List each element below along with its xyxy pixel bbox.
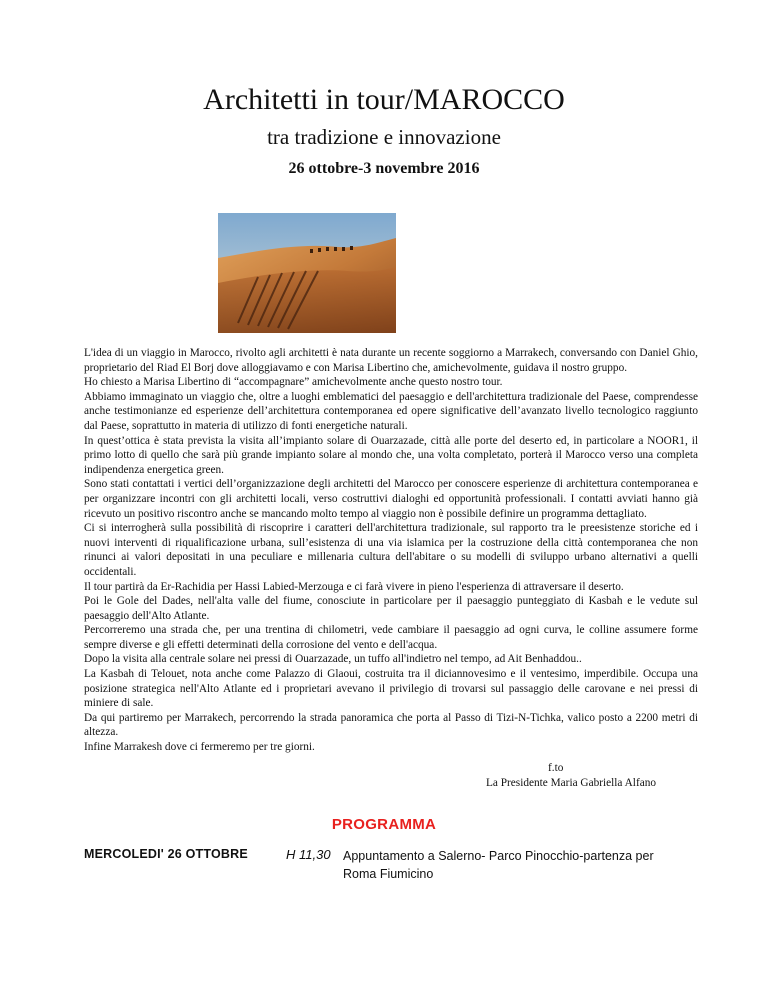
paragraph: Sono stati contattati i vertici dell’organizzazione degli architetti del Marocco per conoscere esperienze di architettura contemporanea e per organizzare incontri con gli architetti locali, verso costruttivi dialoghi ed opportunità professionali. I contatti avviati hanno già ricevuto un positivo riscontro anche se mancando molto tempo al viaggio non è possibile definire un programma dettagliato.: [84, 478, 698, 520]
paragraph: Percorreremo una strada che, per una trentina di chilometri, vede cambiare il paesaggio ad ogni curva, le colline assumere forme sempre diverse e gli effetti determinati della corrosione del vento e dell'acqua.: [84, 624, 698, 651]
desert-caravan-photo: [218, 213, 396, 333]
desert-photo-illustration: [218, 213, 396, 333]
paragraph: Abbiamo immaginato un viaggio che, oltre a luoghi emblematici del paesaggio e dell'architettura tradizionale del Paese, comprendesse anche testimonianze ed esperienze dell’architettura contemporanea ed opere significative dell’avanzato livello tecnologico raggiunto dal Paese, soprattutto in materia di utilizzo di fonti energetiche naturali.: [84, 390, 698, 432]
document-title: Architetti in tour/MAROCCO: [203, 83, 565, 116]
signature-fto: f.to: [548, 762, 564, 774]
programma-heading: PROGRAMMA: [331, 816, 437, 833]
schedule-day: MERCOLEDI' 26 OTTOBRE: [84, 847, 248, 861]
paragraph: Infine Marrakesh dove ci fermeremo per tre giorni.: [84, 741, 315, 754]
schedule-hour: H 11,30: [286, 847, 331, 862]
paragraph: Ci si interrogherà sulla possibilità di riscoprire i caratteri dell'architettura tradizionale, sul rapporto tra le preesistenze storiche ed i nuovi interventi di riqualificazione urbana, sull’esistenza di una via islamica per la costruzione della città contemporanea che non rinunci ai valori depositati in una peculiare e millenaria cultura dell'abitare o su modelli di sviluppo urbano alternativi a quelli occidentali.: [84, 522, 698, 578]
introduction-text: [84, 346, 698, 755]
paragraph: Poi le Gole del Dades, nell'alta valle del fiume, conosciute in particolare per il paesaggio punteggiato di Kasbah e le vedute sul paesaggio dell'Alto Atlante.: [84, 595, 698, 622]
tour-dates: 26 ottobre-3 novembre 2016: [288, 160, 480, 177]
paragraph: Il tour partirà da Er-Rachidia per Hassi Labied-Merzouga e ci farà vivere in pieno l'esperienza di attraversare il deserto.: [84, 580, 624, 593]
paragraph: Da qui partiremo per Marrakech, percorrendo la strada panoramica che porta al Passo di Tizi-N-Tichka, valico posto a 2200 metri di altezza.: [84, 711, 698, 739]
schedule-activity: Appuntamento a Salerno- Parco Pinocchio-partenza per Roma Fiumicino: [343, 849, 654, 881]
paragraph: L'idea di un viaggio in Marocco, rivolto agli architetti è nata durante un recente soggiorno a Marrakech, conversando con Daniel Ghio, proprietario del Riad El Borj dove alloggiavamo e con Marisa Libertino che, amichevolmente, guidava il nostro gruppo.: [84, 347, 698, 374]
signature-name: La Presidente Maria Gabriella Alfano: [486, 777, 657, 789]
paragraph: In quest’ottica è stata prevista la visita all’impianto solare di Ouarzazade, città alle porte del deserto ed, in particolare a NOOR1, il primo lotto di quello che sarà più grande impianto solare al mondo che, una volta completato, porterà il Marocco verso una completa indipendenza energetica green.: [84, 434, 698, 476]
document-subtitle: tra tradizione e innovazione: [267, 125, 501, 149]
paragraph: La Kasbah di Telouet, nota anche come Palazzo di Glaoui, costruita tra il diciannovesimo e il ventesimo, imperdibile. Occupa una posizione strategica nell'Alto Atlante ed i proprietari avevano il privilegio di trovarsi sul passaggio delle carovane e nei pressi di miniere di sale.: [84, 668, 698, 710]
paragraph: Dopo la visita alla centrale solare nei pressi di Ouarzazade, un tuffo all'indietro nel tempo, ad Ait Benhaddou..: [84, 653, 582, 666]
signature-block: [486, 761, 706, 791]
paragraph: Ho chiesto a Marisa Libertino di “accompagnare” amichevolmente anche questo nostro tour.: [84, 376, 503, 389]
